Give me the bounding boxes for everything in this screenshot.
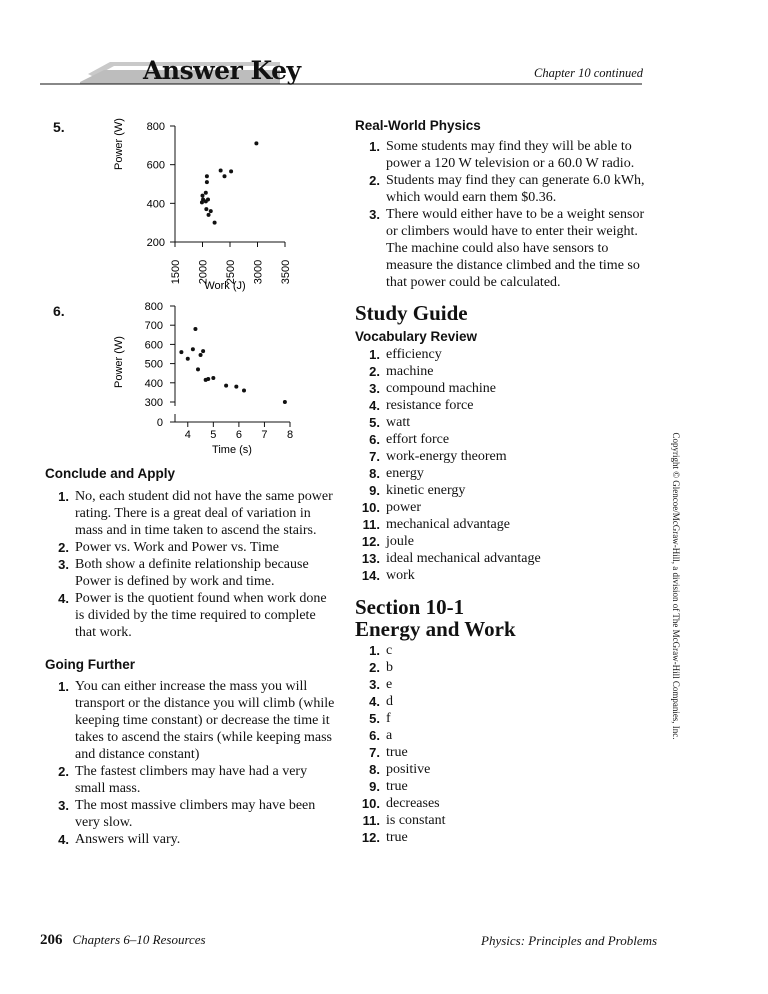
real-world-item-text: There would either have to be a weight sensor or climbers would have to enter their weight. The machine could also have sensors to measure the distance climbed and the time so that power could be calculated.	[386, 207, 645, 290]
section-answer-item	[369, 693, 646, 710]
vocabulary-item-number: 14.	[361, 568, 380, 583]
vocabulary-item	[369, 380, 646, 397]
vocabulary-item-number: 4.	[369, 398, 380, 413]
section-answer-item	[369, 744, 646, 761]
section-answer-item-number: 1.	[369, 643, 380, 658]
going-further-heading: Going Further	[45, 657, 135, 672]
y-axis-label: Power (W)	[113, 336, 125, 388]
conclude-item-text: Both show a definite relationship because Power is defined by work and time.	[75, 557, 309, 589]
vocabulary-item-text: efficiency	[386, 347, 442, 362]
going-further-item-number: 3.	[58, 798, 69, 813]
x-tick-label: 3000	[252, 259, 265, 285]
vocabulary-item-text: watt	[386, 415, 411, 430]
footer-right: Physics: Principles and Problems	[481, 933, 658, 948]
data-point	[206, 377, 210, 381]
vocabulary-item	[369, 397, 646, 414]
going-further-item-text: You can either increase the mass you will transport or the distance you will climb (while keeping time constant) or decrease the time it takes to ascend the stairs (while keeping mass and distance constant)	[75, 679, 335, 762]
vocabulary-list	[361, 346, 646, 584]
section-answer-item-number: 10.	[361, 796, 380, 811]
vocabulary-item-number: 8.	[369, 466, 380, 481]
vocabulary-item	[361, 499, 646, 516]
vocabulary-item-text: machine	[386, 364, 434, 379]
section-heading-line1: Section 10-1	[355, 595, 465, 619]
data-point	[191, 347, 195, 351]
section-answer-list	[361, 642, 646, 846]
data-point	[196, 367, 200, 371]
vocabulary-item-text: energy	[386, 466, 424, 481]
section-heading	[355, 596, 516, 640]
section-answer-item-text: b	[386, 660, 393, 675]
footer-resources: Chapters 6–10 Resources	[72, 932, 206, 947]
real-world-item	[369, 138, 656, 172]
section-answer-item-text: true	[386, 779, 408, 794]
data-point	[207, 213, 211, 217]
conclude-item-text: Power is the quotient found when work done is divided by the time required to complete that work.	[75, 591, 327, 640]
section-answer-item-text: d	[386, 694, 393, 709]
section-answer-item-number: 9.	[369, 779, 380, 794]
data-point	[234, 385, 238, 389]
figure-5-number: 5.	[53, 119, 65, 135]
section-answer-item-number: 7.	[369, 745, 380, 760]
vocabulary-item-text: ideal mechanical advantage	[386, 551, 541, 566]
vocabulary-item	[369, 448, 646, 465]
conclude-heading: Conclude and Apply	[45, 466, 176, 481]
data-point	[223, 174, 227, 178]
data-point	[229, 169, 233, 173]
data-point	[205, 180, 209, 184]
y-tick-label: 800	[144, 301, 163, 313]
conclude-item	[58, 556, 337, 590]
conclude-item	[58, 488, 337, 539]
y-tick-label: 0	[156, 417, 163, 429]
data-point	[254, 141, 258, 145]
x-axis-label: Work (J)	[204, 280, 246, 292]
data-point	[204, 207, 208, 211]
vocabulary-item-number: 7.	[369, 449, 380, 464]
x-tick-label: 3500	[280, 259, 292, 285]
copyright-text: Copyright © Glencoe/McGraw-Hill, a division of The McGraw-Hill Companies, Inc.	[671, 432, 681, 740]
section-answer-item-number: 11.	[362, 813, 380, 828]
data-point	[283, 400, 287, 404]
data-point	[205, 174, 209, 178]
conclude-item	[58, 590, 337, 641]
section-answer-item-number: 6.	[369, 728, 380, 743]
conclude-item	[58, 539, 337, 556]
data-point	[193, 327, 197, 331]
vocabulary-item-text: resistance force	[386, 398, 474, 413]
vocabulary-item	[361, 567, 646, 584]
vocabulary-item-text: kinetic energy	[386, 483, 466, 498]
section-answer-item	[369, 727, 646, 744]
x-tick-label: 2000	[197, 259, 210, 285]
data-point	[206, 197, 210, 201]
x-tick-label: 7	[261, 429, 268, 441]
data-point	[186, 357, 190, 361]
section-answer-item	[369, 761, 646, 778]
y-tick-label: 600	[144, 339, 163, 352]
vocabulary-item-number: 5.	[369, 415, 380, 430]
data-point	[213, 221, 217, 225]
y-tick-label: 600	[146, 159, 165, 172]
y-tick-label: 500	[144, 358, 163, 371]
section-answer-item-number: 8.	[369, 762, 380, 777]
going-further-item	[58, 831, 337, 848]
vocabulary-item-number: 6.	[369, 432, 380, 447]
data-point	[199, 353, 203, 357]
y-tick-label: 200	[146, 237, 165, 249]
section-answer-item-text: decreases	[386, 796, 440, 811]
real-world-heading: Real-World Physics	[355, 118, 481, 133]
chapter-label: Chapter 10 continued	[533, 66, 643, 80]
x-tick-label: 1500	[170, 259, 182, 285]
vocabulary-item-text: work-energy theorem	[386, 449, 507, 464]
chart-power-vs-work	[100, 116, 300, 296]
section-answer-item	[361, 795, 646, 812]
data-point	[201, 349, 205, 353]
x-tick-label: 6	[235, 429, 242, 441]
section-answer-item	[369, 778, 646, 795]
data-point	[204, 191, 208, 195]
conclude-item-number: 2.	[58, 540, 69, 555]
vocabulary-item-number: 3.	[369, 381, 380, 396]
vocabulary-item-number: 1.	[369, 347, 380, 362]
data-point	[209, 209, 213, 213]
vocabulary-item-number: 9.	[369, 483, 380, 498]
y-tick-label: 800	[146, 121, 165, 133]
going-further-item-text: The most massive climbers may have been very slow.	[75, 798, 316, 830]
x-tick-label: 5	[210, 429, 217, 441]
y-tick-label: 300	[144, 397, 163, 409]
vocabulary-item	[369, 414, 646, 431]
section-answer-item-text: true	[386, 745, 408, 760]
data-point	[179, 350, 183, 354]
data-point	[219, 168, 223, 172]
x-axis-label: Time (s)	[212, 444, 252, 456]
going-further-item-number: 2.	[58, 764, 69, 779]
vocabulary-item-text: work	[386, 568, 415, 583]
section-answer-item-number: 12.	[361, 830, 380, 845]
y-axis-label: Power (W)	[113, 118, 125, 170]
going-further-list	[58, 678, 337, 848]
real-world-item-number: 2.	[369, 173, 380, 188]
vocabulary-item	[361, 533, 646, 550]
section-answer-item	[369, 642, 646, 659]
section-answer-item-number: 4.	[369, 694, 380, 709]
footer-left	[40, 932, 206, 949]
section-heading-line2: Energy and Work	[355, 617, 516, 641]
conclude-list	[58, 488, 337, 641]
section-answer-item	[369, 710, 646, 727]
page-number: 206	[40, 932, 63, 948]
vocabulary-item-text: joule	[386, 534, 414, 549]
data-point	[211, 376, 215, 380]
going-further-item	[58, 763, 337, 797]
vocabulary-item-text: compound machine	[386, 381, 497, 396]
x-tick-label: 2500	[225, 259, 237, 285]
vocabulary-item	[362, 516, 646, 533]
section-answer-item-text: c	[386, 643, 393, 658]
section-answer-item-number: 2.	[369, 660, 380, 675]
study-guide-heading: Study Guide	[355, 301, 468, 325]
figure-6-number: 6.	[53, 303, 65, 319]
y-tick-label: 400	[144, 377, 163, 390]
vocabulary-item-number: 13.	[361, 551, 380, 566]
vocabulary-item-text: power	[386, 500, 421, 515]
vocabulary-item-number: 10.	[361, 500, 380, 515]
real-world-item-number: 3.	[369, 207, 380, 222]
vocabulary-item-number: 2.	[369, 364, 380, 379]
conclude-item-text: No, each student did not have the same power rating. There is a great deal of variation in mass and in time taken to ascend the stairs.	[75, 489, 333, 538]
vocabulary-item	[369, 482, 646, 499]
going-further-item-number: 1.	[58, 679, 69, 694]
vocabulary-item	[369, 431, 646, 448]
conclude-item-number: 4.	[58, 591, 69, 606]
section-answer-item-number: 3.	[369, 677, 380, 692]
x-tick-label: 8	[286, 429, 294, 441]
real-world-list	[369, 138, 656, 291]
going-further-item	[58, 797, 337, 831]
going-further-item	[58, 678, 337, 763]
vocabulary-item	[369, 363, 646, 380]
section-answer-item-text: positive	[386, 762, 431, 777]
y-tick-label: 400	[146, 198, 165, 211]
section-answer-item-text: is constant	[386, 813, 446, 828]
going-further-item-number: 4.	[58, 832, 69, 847]
vocabulary-item-number: 11.	[362, 517, 380, 532]
vocabulary-heading: Vocabulary Review	[355, 329, 478, 344]
section-answer-item-text: e	[386, 677, 393, 692]
vocabulary-item-text: mechanical advantage	[386, 517, 510, 532]
section-answer-item-text: f	[386, 711, 391, 726]
vocabulary-item-text: effort force	[386, 432, 450, 447]
vocabulary-item	[369, 346, 646, 363]
vocabulary-item-number: 12.	[361, 534, 380, 549]
going-further-item-text: The fastest climbers may have had a very small mass.	[75, 764, 308, 796]
data-point	[224, 384, 228, 388]
section-answer-item-text: true	[386, 830, 408, 845]
going-further-item-text: Answers will vary.	[75, 832, 181, 847]
x-tick-label: 4	[184, 429, 191, 441]
conclude-item-number: 1.	[58, 489, 69, 504]
conclude-item-number: 3.	[58, 557, 69, 572]
data-point	[242, 388, 246, 392]
section-answer-item-number: 5.	[369, 711, 380, 726]
real-world-item	[369, 172, 656, 206]
section-answer-item	[362, 812, 646, 829]
conclude-item-text: Power vs. Work and Power vs. Time	[75, 540, 279, 555]
section-answer-item	[369, 659, 646, 676]
y-tick-label: 700	[144, 320, 163, 333]
page-title: Answer Key	[143, 56, 301, 85]
section-answer-item	[361, 829, 646, 846]
real-world-item-text: Some students may find they will be able to power a 120 W television or a 60.0 W radio.	[386, 139, 635, 171]
real-world-item-number: 1.	[369, 139, 380, 154]
vocabulary-item	[361, 550, 646, 567]
real-world-item	[369, 206, 656, 291]
data-point	[201, 194, 205, 198]
section-answer-item-text: a	[386, 728, 393, 743]
vocabulary-item	[369, 465, 646, 482]
section-answer-item	[369, 676, 646, 693]
chart-power-vs-time	[100, 296, 300, 458]
real-world-item-text: Students may find they can generate 6.0 kWh, which would earn them $0.36.	[386, 173, 645, 205]
